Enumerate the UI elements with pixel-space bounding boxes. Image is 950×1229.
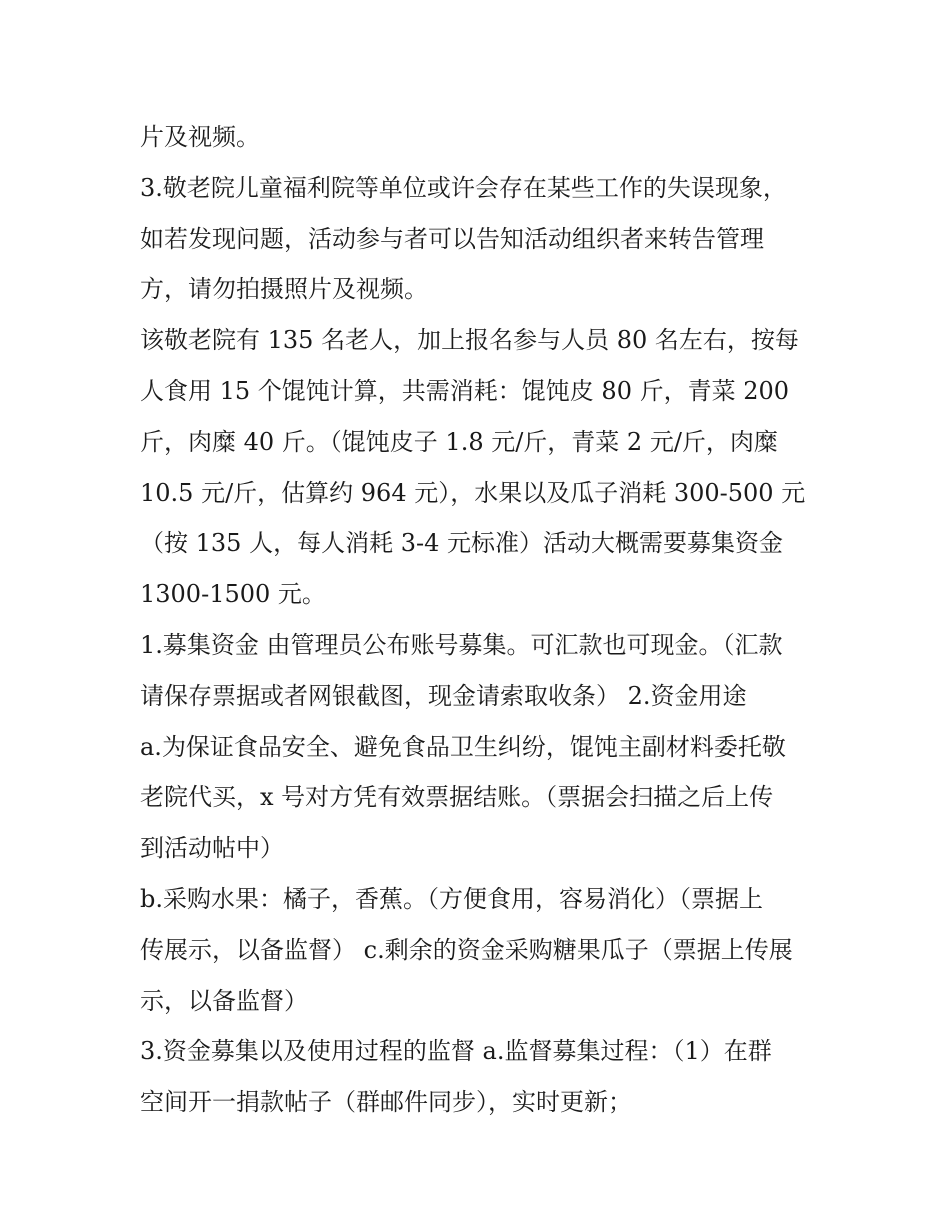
text-line: 空间开一捐款帖子（群邮件同步），实时更新； <box>140 1088 632 1117</box>
text-line: 3.资金募集以及使用过程的监督 a.监督募集过程：（1）在群 <box>140 1037 772 1066</box>
document-body <box>140 112 820 1128</box>
text-line: （按 135 人，每人消耗 3-4 元标准）活动大概需要募集资金 <box>140 529 783 558</box>
text-line: 该敬老院有 135 名老人，加上报名参与人员 80 名左右，按每 <box>140 326 799 355</box>
text-line: 3.敬老院儿童福利院等单位或许会存在某些工作的失误现象， <box>140 173 787 202</box>
text-line: 1300-1500 元。 <box>140 580 326 609</box>
text-line: 方，请勿拍摄照片及视频。 <box>140 275 428 304</box>
text-line: 1.募集资金 由管理员公布账号募集。可汇款也可现金。（汇款 <box>140 630 783 659</box>
text-line: 斤，肉糜 40 斤。（馄饨皮子 1.8 元/斤，青菜 2 元/斤，肉糜 <box>140 427 778 456</box>
text-line: 如若发现问题，活动参与者可以告知活动组织者来转告管理 <box>140 224 764 253</box>
text-line: 示，以备监督） <box>140 986 308 1015</box>
text-line: 传展示，以备监督） c.剩余的资金采购糖果瓜子（票据上传展 <box>140 935 793 964</box>
text-line: 到活动帖中） <box>140 834 284 863</box>
text-line: a.为保证食品安全、避免食品卫生纠纷，馄饨主副材料委托敬 <box>140 732 786 761</box>
text-line: b.采购水果：橘子，香蕉。（方便食用，容易消化）（票据上 <box>140 884 763 913</box>
text-line: 老院代买，x 号对方凭有效票据结账。（票据会扫描之后上传 <box>140 783 774 812</box>
text-line: 人食用 15 个馄饨计算，共需消耗：馄饨皮 80 斤，青菜 200 <box>140 376 790 405</box>
text-line: 10.5 元/斤，估算约 964 元），水果以及瓜子消耗 300-500 元 <box>140 478 806 507</box>
text-line: 片及视频。 <box>140 123 260 151</box>
text-line: 请保存票据或者网银截图，现金请索取收条） 2.资金用途 <box>140 681 747 710</box>
